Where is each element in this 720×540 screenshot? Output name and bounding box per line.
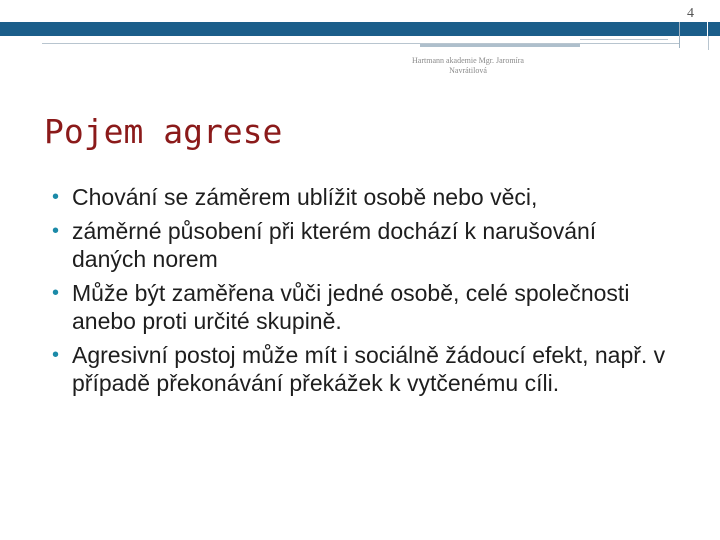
bullet-dot-icon: • xyxy=(52,282,60,304)
header-accent-bar-end xyxy=(708,22,720,36)
bullet-text: Chování se záměrem ublížit osobě nebo věci, xyxy=(72,184,538,210)
frame-line-upper xyxy=(580,39,668,40)
bullet-item xyxy=(52,279,672,335)
slide-title: Pojem agrese xyxy=(44,112,283,151)
bullet-dot-icon: • xyxy=(52,344,60,366)
author-label: Hartmann akademie Mgr. Jaromíra Navrátilová xyxy=(412,56,524,75)
bullet-text: Může být zaměřena vůči jedné osobě, celé společnosti anebo proti určité skupině. xyxy=(72,280,630,334)
header-underline xyxy=(420,44,580,47)
frame-corner-line xyxy=(708,36,709,50)
bullet-list xyxy=(52,183,672,403)
bullet-dot-icon: • xyxy=(52,186,60,208)
bullet-item xyxy=(52,183,672,211)
bullet-item xyxy=(52,217,672,273)
bullet-text: Agresivní postoj může mít i sociálně žádoucí efekt, např. v případě překonávání překážek k vytčenému cíli. xyxy=(72,342,666,396)
bullet-dot-icon: • xyxy=(52,220,60,242)
header-accent-bar xyxy=(0,22,707,36)
page-number: 4 xyxy=(687,6,694,21)
frame-line-vertical xyxy=(679,22,680,48)
bullet-text: záměrné působení při kterém dochází k narušování daných norem xyxy=(72,218,597,272)
frame-line xyxy=(42,43,680,44)
bullet-item xyxy=(52,341,672,397)
